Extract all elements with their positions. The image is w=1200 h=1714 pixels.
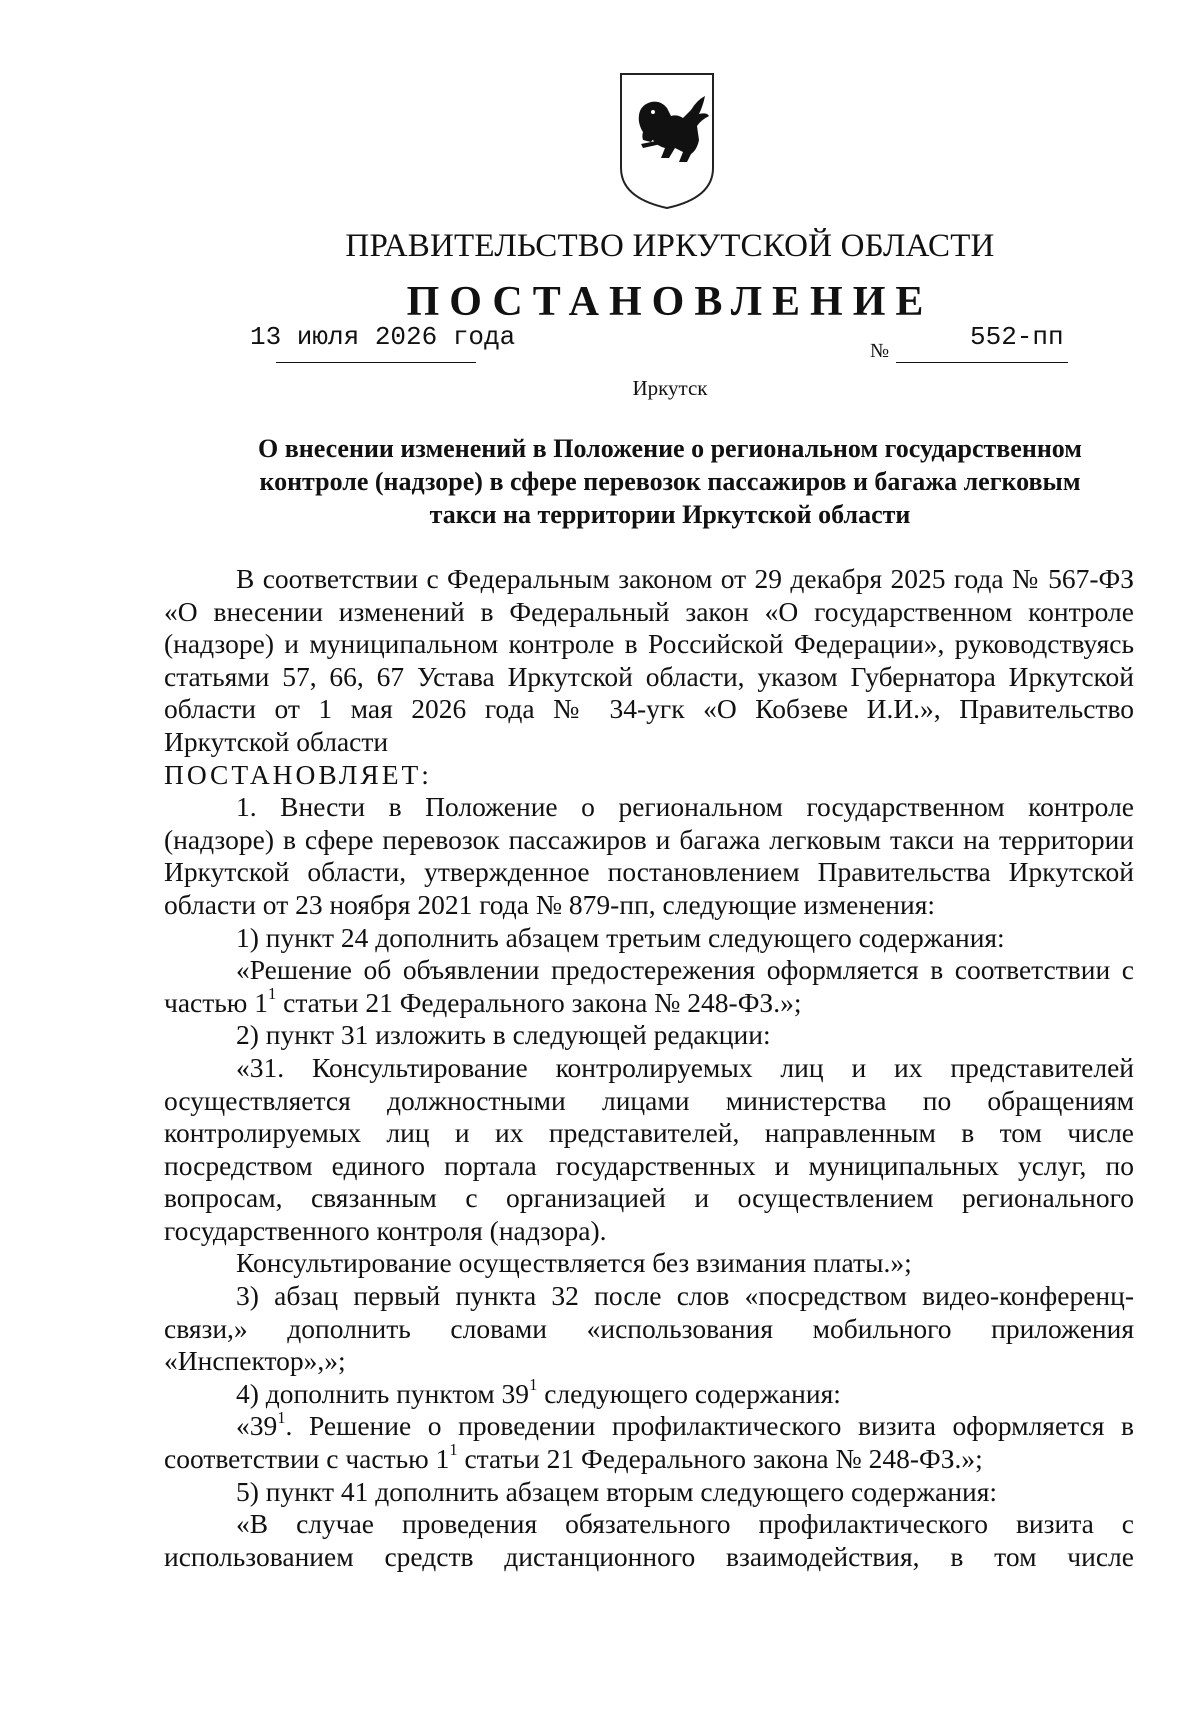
body-line: государственного контроля (надзора). <box>164 1214 607 1246</box>
document-number: 552-пп <box>970 322 1064 352</box>
body-line: 1. Внести в Положение о региональном государственном контроле <box>236 791 1134 823</box>
body-line: «$39^1$. Решение о проведении профилактического визита оформляется в <box>236 1407 1134 1442</box>
number-underline <box>896 362 1068 363</box>
city-name: Иркутск <box>632 376 708 400</box>
body-line: В соответствии с Федеральным законом от 29 декабря 2025 года № 567-ФЗ <box>236 563 1134 594</box>
title-line: О внесении изменений в Положение о региональном государственном <box>257 434 1083 463</box>
body-line: контролируемых лиц и их представителей, направленным в том числе <box>164 1117 1134 1149</box>
resolve-word: ПОСТАНОВЛЯЕТ: <box>164 758 432 790</box>
body-line: вопросам, связанным с организацией и осуществлением регионального <box>164 1182 1134 1214</box>
body-line: 2) пункт 31 изложить в следующей редакции: <box>236 1019 771 1051</box>
document-title <box>160 432 1180 531</box>
body-line: «В случае проведения обязательного профилактического визита с <box>236 1508 1134 1540</box>
document-type-heading: ПОСТАНОВЛЕНИЕ <box>406 279 934 325</box>
date-underline <box>276 362 476 363</box>
body-line: связи,» дополнить словами «использования мобильного приложения <box>164 1312 1134 1344</box>
body-line: 4) дополнить пунктом $39^1$ следующего содержания: <box>236 1375 841 1409</box>
body-line: «Решение об объявлении предостережения оформляется в соответствии с <box>236 954 1134 986</box>
document-body <box>164 563 1134 1573</box>
body-line: (надзоре) и муниципальном контроле в Российской Федерации», руководствуясь <box>164 628 1134 660</box>
body-line: использованием средств дистанционного взаимодействия, в том числе <box>164 1540 1134 1572</box>
title-line: такси на территории Иркутской области <box>429 500 911 529</box>
title-line: контроле (надзоре) в сфере перевозок пассажиров и багажа легковым <box>259 467 1081 496</box>
body-line: осуществляется должностными лицами министерства по обращениям <box>164 1084 1134 1116</box>
number-label: № <box>870 340 890 362</box>
body-line: (надзоре) в сфере перевозок пассажиров и багажа легковым такси на территории <box>164 823 1134 855</box>
body-line: Консультирование осуществляется без взимания платы.»; <box>236 1247 912 1279</box>
government-name: ПРАВИТЕЛЬСТВО ИРКУТСКОЙ ОБЛАСТИ <box>345 228 995 264</box>
body-line: частью $1^1$ статьи 21 Федерального закона № 248-ФЗ.»; <box>164 984 802 1018</box>
body-line: области от 1 мая 2026 года № 34-угк «О Кобзеве И.И.», Правительство <box>164 693 1134 725</box>
body-line: «31. Консультирование контролируемых лиц и их представителей <box>236 1051 1134 1083</box>
body-line: Иркутской области, утвержденное постановлением Правительства Иркутской <box>164 856 1134 888</box>
body-line: 5) пункт 41 дополнить абзацем вторым следующего содержания: <box>236 1475 998 1507</box>
body-line: статьями 57, 66, 67 Устава Иркутской области, указом Губернатора Иркутской <box>164 660 1134 692</box>
sable-coat-of-arms-icon <box>617 70 717 212</box>
body-line: Иркутской области <box>164 725 389 757</box>
document-date: 13 июля 2026 года <box>250 322 516 352</box>
body-line: 1) пункт 24 дополнить абзацем третьим следующего содержания: <box>236 921 1005 953</box>
body-line: «Инспектор»,»; <box>164 1345 346 1377</box>
body-line: 3) абзац первый пункта 32 после слов «посредством видео-конференц- <box>236 1280 1134 1312</box>
body-line: соответствии с частью $1^1$ статьи 21 Федерального закона № 248-ФЗ.»; <box>164 1440 983 1475</box>
body-line: «О внесении изменений в Федеральный закон «О государственном контроле <box>164 595 1134 627</box>
body-line: области от 23 ноября 2021 года № 879-пп, следующие изменения: <box>164 888 935 920</box>
body-line: посредством единого портала государственных и муниципальных услуг, по <box>164 1149 1134 1181</box>
